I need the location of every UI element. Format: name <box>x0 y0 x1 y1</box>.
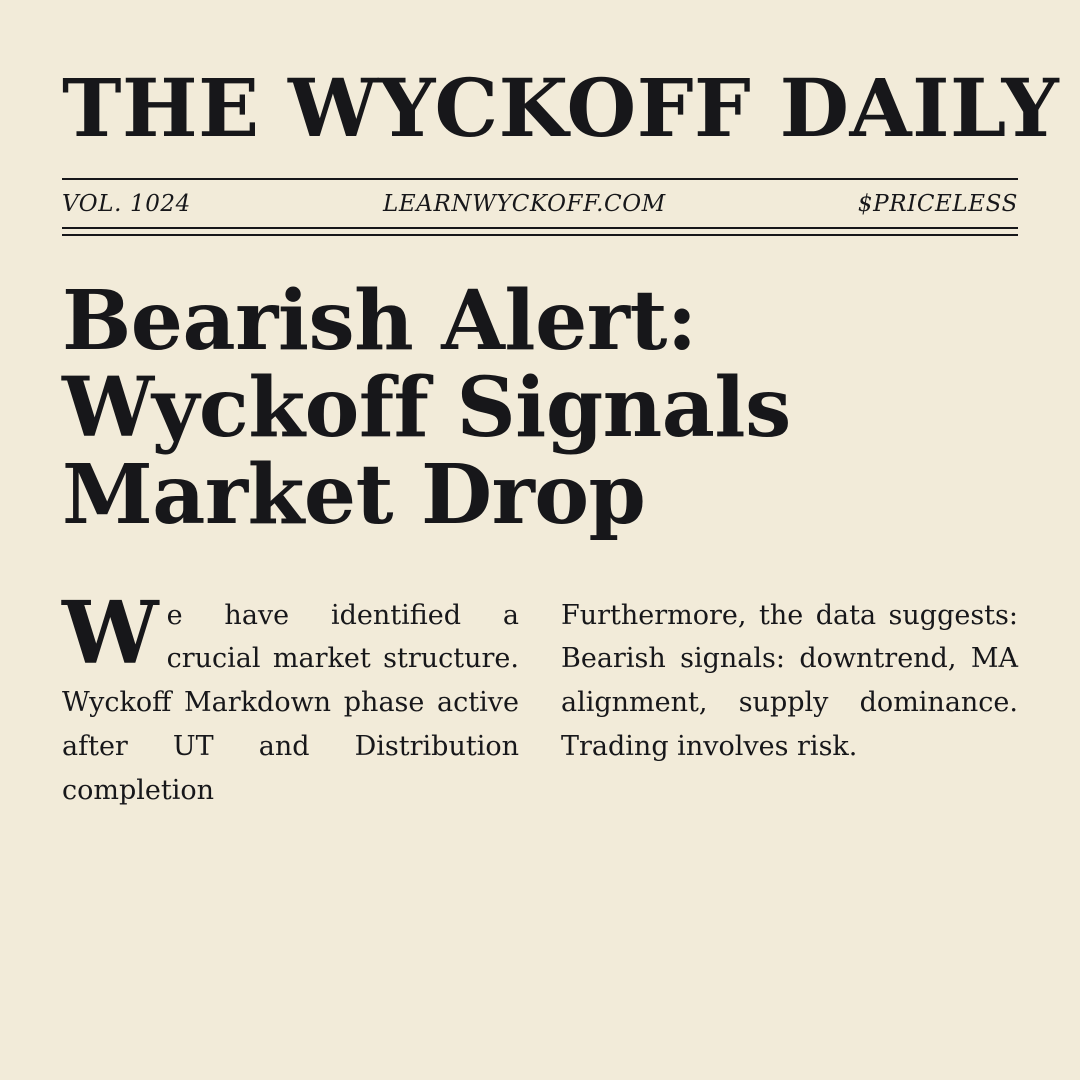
article-column-one-text: e have identified a crucial market structure. Wyckoff Markdown phase active after UT and Distribution completion <box>62 599 519 806</box>
headline: Bearish Alert: Wyckoff Signals Market Drop <box>62 273 791 543</box>
masthead-rule-double <box>62 227 1018 236</box>
article-column-two-text: Furthermore, the data suggests: Bearish signals: downtrend, MA alignment, supply dominance. Trading involves risk. <box>561 599 1018 762</box>
article-column-one <box>62 582 519 813</box>
price-label: $PRICELESS <box>857 191 1018 217</box>
article-columns <box>62 582 1018 813</box>
drop-cap: W <box>62 582 159 684</box>
masthead <box>62 0 1060 155</box>
masthead-meta-row <box>62 180 1018 227</box>
masthead-title: THE WYCKOFF DAILY <box>62 61 1060 155</box>
volume-label: VOL. 1024 <box>62 191 191 217</box>
article-column-two <box>561 594 1018 813</box>
website-label: LEARNWYCKOFF.COM <box>383 191 666 217</box>
